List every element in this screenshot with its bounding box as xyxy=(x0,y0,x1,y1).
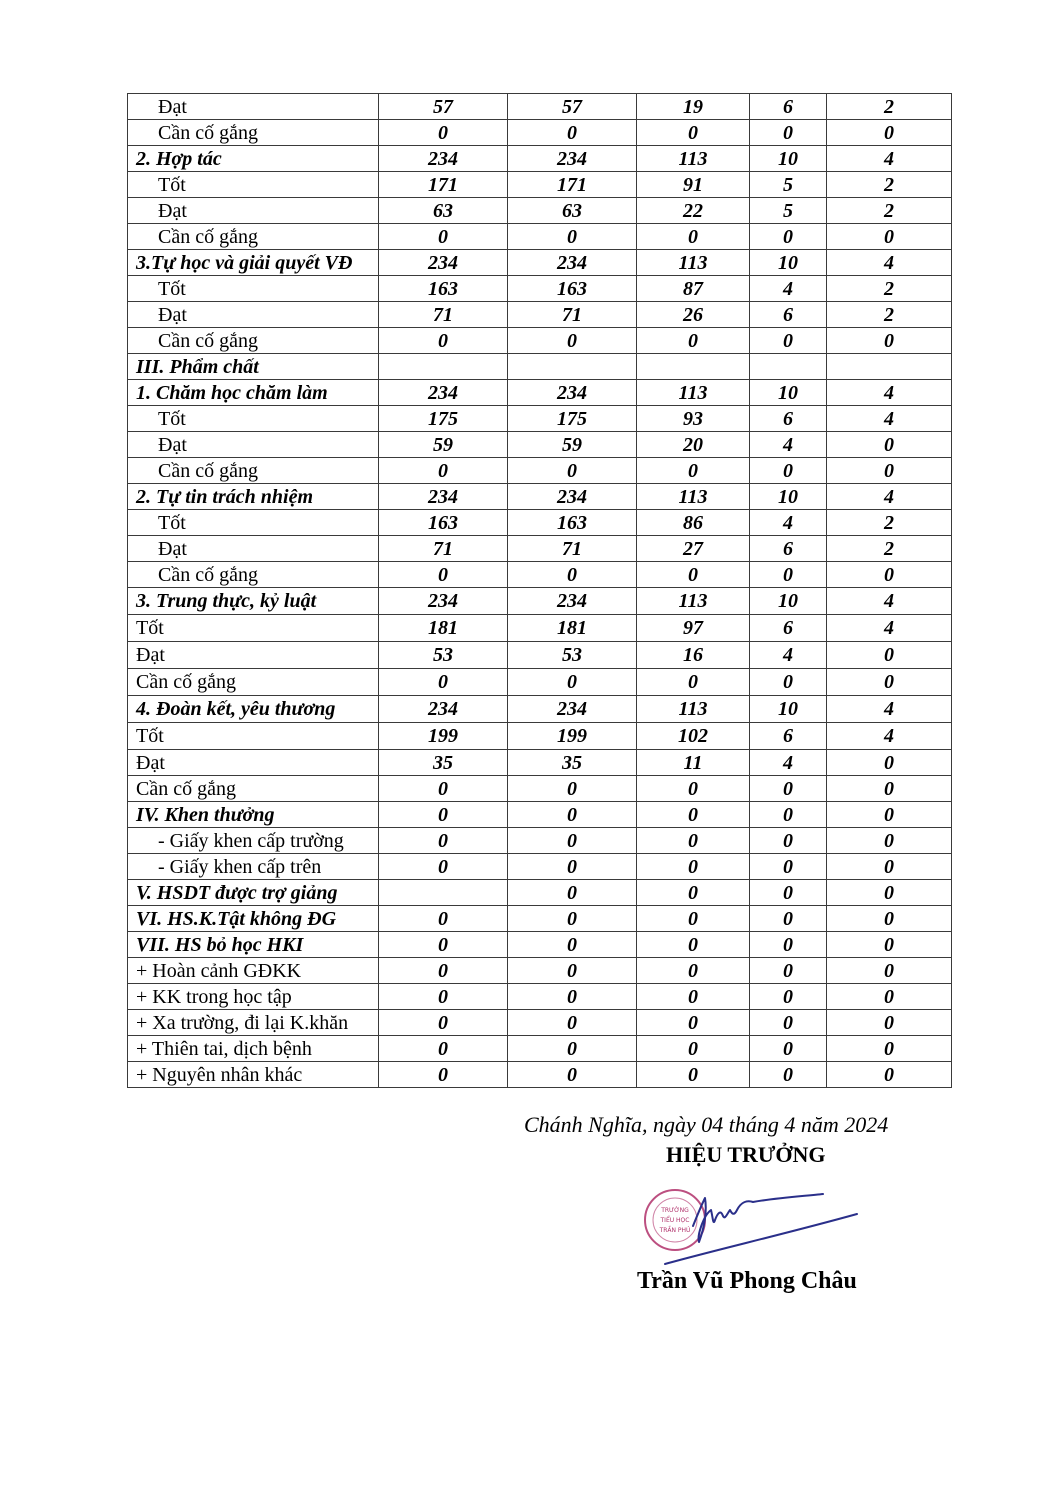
row-label: Cần cố gắng xyxy=(128,562,379,588)
value-cell-col-3: 26 xyxy=(637,302,750,328)
value-cell-col-4: 10 xyxy=(750,588,827,615)
value-cell-col-5 xyxy=(827,354,952,380)
value-cell-col-1: 0 xyxy=(379,802,508,828)
value-cell-col-4: 0 xyxy=(750,120,827,146)
value-cell-col-1: 0 xyxy=(379,958,508,984)
value-cell-col-3: 102 xyxy=(637,723,750,750)
value-cell-col-3: 0 xyxy=(637,880,750,906)
row-label: Cần cố gắng xyxy=(128,328,379,354)
row-label: Cần cố gắng xyxy=(128,669,379,696)
table-row xyxy=(128,354,952,380)
value-cell-col-1: 63 xyxy=(379,198,508,224)
row-label: + Nguyên nhân khác xyxy=(128,1062,379,1088)
row-label: Tốt xyxy=(128,406,379,432)
value-cell-col-5: 0 xyxy=(827,906,952,932)
value-cell-col-5: 4 xyxy=(827,406,952,432)
value-cell-col-2: 0 xyxy=(508,669,637,696)
value-cell-col-1: 0 xyxy=(379,828,508,854)
value-cell-col-4: 4 xyxy=(750,750,827,776)
row-label: + Thiên tai, dịch bệnh xyxy=(128,1036,379,1062)
value-cell-col-5: 4 xyxy=(827,250,952,276)
value-cell-col-1: 0 xyxy=(379,776,508,802)
value-cell-col-5: 2 xyxy=(827,198,952,224)
value-cell-col-3: 0 xyxy=(637,932,750,958)
table-row xyxy=(128,1036,952,1062)
value-cell-col-4: 10 xyxy=(750,380,827,406)
value-cell-col-1: 59 xyxy=(379,432,508,458)
table-row xyxy=(128,198,952,224)
value-cell-col-4: 0 xyxy=(750,224,827,250)
value-cell-col-1: 199 xyxy=(379,723,508,750)
value-cell-col-3: 113 xyxy=(637,146,750,172)
value-cell-col-1: 35 xyxy=(379,750,508,776)
value-cell-col-5: 2 xyxy=(827,276,952,302)
table-row xyxy=(128,510,952,536)
table-row xyxy=(128,562,952,588)
row-label: Tốt xyxy=(128,276,379,302)
value-cell-col-3: 97 xyxy=(637,615,750,642)
table-row xyxy=(128,776,952,802)
value-cell-col-5: 4 xyxy=(827,723,952,750)
value-cell-col-5: 2 xyxy=(827,94,952,120)
row-label: Cần cố gắng xyxy=(128,224,379,250)
value-cell-col-2: 0 xyxy=(508,458,637,484)
row-label: 3.Tự học và giải quyết VĐ xyxy=(128,250,379,276)
value-cell-col-2: 0 xyxy=(508,328,637,354)
value-cell-col-3: 0 xyxy=(637,906,750,932)
table-row xyxy=(128,536,952,562)
value-cell-col-4: 0 xyxy=(750,906,827,932)
value-cell-col-3: 16 xyxy=(637,642,750,669)
value-cell-col-4: 10 xyxy=(750,484,827,510)
row-label: Tốt xyxy=(128,615,379,642)
table-row xyxy=(128,406,952,432)
value-cell-col-3: 93 xyxy=(637,406,750,432)
value-cell-col-1: 0 xyxy=(379,669,508,696)
value-cell-col-4: 10 xyxy=(750,250,827,276)
value-cell-col-4: 6 xyxy=(750,723,827,750)
value-cell-col-2: 0 xyxy=(508,854,637,880)
row-label: Đạt xyxy=(128,198,379,224)
value-cell-col-3: 0 xyxy=(637,224,750,250)
value-cell-col-1: 53 xyxy=(379,642,508,669)
table-row xyxy=(128,642,952,669)
row-label: Cần cố gắng xyxy=(128,120,379,146)
value-cell-col-4: 6 xyxy=(750,615,827,642)
value-cell-col-1: 163 xyxy=(379,510,508,536)
value-cell-col-1: 71 xyxy=(379,536,508,562)
row-label: III. Phẩm chất xyxy=(128,354,379,380)
value-cell-col-3: 86 xyxy=(637,510,750,536)
row-label: Đạt xyxy=(128,536,379,562)
value-cell-col-2: 0 xyxy=(508,958,637,984)
value-cell-col-5: 0 xyxy=(827,854,952,880)
value-cell-col-3: 0 xyxy=(637,958,750,984)
value-cell-col-4: 5 xyxy=(750,172,827,198)
value-cell-col-3: 0 xyxy=(637,776,750,802)
value-cell-col-1: 163 xyxy=(379,276,508,302)
value-cell-col-3: 0 xyxy=(637,120,750,146)
value-cell-col-4: 6 xyxy=(750,302,827,328)
value-cell-col-3: 22 xyxy=(637,198,750,224)
table-row xyxy=(128,1010,952,1036)
value-cell-col-1: 0 xyxy=(379,932,508,958)
value-cell-col-1: 0 xyxy=(379,224,508,250)
signer-role: HIỆU TRƯỞNG xyxy=(666,1142,826,1167)
value-cell-col-2: 181 xyxy=(508,615,637,642)
value-cell-col-3: 11 xyxy=(637,750,750,776)
value-cell-col-4: 0 xyxy=(750,854,827,880)
value-cell-col-1: 181 xyxy=(379,615,508,642)
value-cell-col-1: 0 xyxy=(379,854,508,880)
value-cell-col-5: 0 xyxy=(827,984,952,1010)
value-cell-col-2: 0 xyxy=(508,906,637,932)
place-date-line: Chánh Nghĩa, ngày 04 tháng 4 năm 2024 xyxy=(524,1112,889,1137)
table-row xyxy=(128,615,952,642)
value-cell-col-1: 234 xyxy=(379,380,508,406)
value-cell-col-4: 0 xyxy=(750,932,827,958)
value-cell-col-5: 2 xyxy=(827,510,952,536)
value-cell-col-2: 234 xyxy=(508,250,637,276)
table-row xyxy=(128,224,952,250)
value-cell-col-4 xyxy=(750,354,827,380)
value-cell-col-3: 0 xyxy=(637,562,750,588)
table-row xyxy=(128,328,952,354)
value-cell-col-5: 2 xyxy=(827,172,952,198)
value-cell-col-5: 2 xyxy=(827,302,952,328)
row-label: 1. Chăm học chăm làm xyxy=(128,380,379,406)
value-cell-col-5: 0 xyxy=(827,328,952,354)
row-label: - Giấy khen cấp trên xyxy=(128,854,379,880)
value-cell-col-2: 234 xyxy=(508,380,637,406)
value-cell-col-4: 0 xyxy=(750,776,827,802)
table-row xyxy=(128,588,952,615)
value-cell-col-4: 0 xyxy=(750,1010,827,1036)
row-label: Đạt xyxy=(128,302,379,328)
value-cell-col-4: 0 xyxy=(750,458,827,484)
value-cell-col-3: 0 xyxy=(637,854,750,880)
row-label: 3. Trung thực, kỷ luật xyxy=(128,588,379,615)
value-cell-col-4: 0 xyxy=(750,802,827,828)
table-row xyxy=(128,854,952,880)
stamp-text-line-1: TRƯỜNG xyxy=(661,1207,689,1214)
row-label: V. HSDT được trợ giảng xyxy=(128,880,379,906)
value-cell-col-2: 35 xyxy=(508,750,637,776)
stamp-text-line-3: TRẦN PHÚ xyxy=(659,1227,691,1234)
value-cell-col-5: 0 xyxy=(827,958,952,984)
value-cell-col-3: 0 xyxy=(637,458,750,484)
value-cell-col-1 xyxy=(379,354,508,380)
value-cell-col-5: 0 xyxy=(827,458,952,484)
table-row xyxy=(128,1062,952,1088)
value-cell-col-2: 53 xyxy=(508,642,637,669)
value-cell-col-4: 6 xyxy=(750,406,827,432)
value-cell-col-2: 0 xyxy=(508,776,637,802)
value-cell-col-5: 0 xyxy=(827,932,952,958)
table-row xyxy=(128,906,952,932)
value-cell-col-3: 0 xyxy=(637,1010,750,1036)
value-cell-col-2: 0 xyxy=(508,1062,637,1088)
value-cell-col-2: 0 xyxy=(508,562,637,588)
value-cell-col-2: 0 xyxy=(508,880,637,906)
value-cell-col-1: 234 xyxy=(379,146,508,172)
table-row xyxy=(128,94,952,120)
row-label: VII. HS bỏ học HKI xyxy=(128,932,379,958)
value-cell-col-1: 0 xyxy=(379,984,508,1010)
table-row xyxy=(128,172,952,198)
row-label: Đạt xyxy=(128,750,379,776)
value-cell-col-2: 234 xyxy=(508,484,637,510)
row-label: 4. Đoàn kết, yêu thương xyxy=(128,696,379,723)
row-label: 2. Hợp tác xyxy=(128,146,379,172)
value-cell-col-2: 0 xyxy=(508,224,637,250)
value-cell-col-1: 234 xyxy=(379,484,508,510)
value-cell-col-1: 175 xyxy=(379,406,508,432)
value-cell-col-2: 59 xyxy=(508,432,637,458)
value-cell-col-3: 0 xyxy=(637,984,750,1010)
value-cell-col-4: 4 xyxy=(750,510,827,536)
value-cell-col-5: 0 xyxy=(827,1010,952,1036)
value-cell-col-5: 0 xyxy=(827,828,952,854)
row-label: Đạt xyxy=(128,94,379,120)
value-cell-col-2: 199 xyxy=(508,723,637,750)
value-cell-col-1: 234 xyxy=(379,588,508,615)
value-cell-col-5: 0 xyxy=(827,120,952,146)
row-label: + KK trong học tập xyxy=(128,984,379,1010)
value-cell-col-4: 10 xyxy=(750,696,827,723)
table-row xyxy=(128,802,952,828)
value-cell-col-5: 0 xyxy=(827,1062,952,1088)
row-label: 2. Tự tin trách nhiệm xyxy=(128,484,379,510)
row-label: Tốt xyxy=(128,723,379,750)
value-cell-col-2: 175 xyxy=(508,406,637,432)
value-cell-col-4: 5 xyxy=(750,198,827,224)
row-label: Cần cố gắng xyxy=(128,776,379,802)
value-cell-col-2: 0 xyxy=(508,120,637,146)
statistics-table xyxy=(127,93,952,1088)
value-cell-col-4: 0 xyxy=(750,984,827,1010)
statistics-table-body xyxy=(128,94,952,1088)
value-cell-col-3: 20 xyxy=(637,432,750,458)
row-label: Tốt xyxy=(128,172,379,198)
value-cell-col-2: 0 xyxy=(508,984,637,1010)
row-label: Đạt xyxy=(128,432,379,458)
row-label: - Giấy khen cấp trường xyxy=(128,828,379,854)
handwritten-signature xyxy=(665,1194,857,1264)
value-cell-col-5: 0 xyxy=(827,562,952,588)
row-label: + Hoàn cảnh GĐKK xyxy=(128,958,379,984)
value-cell-col-3: 19 xyxy=(637,94,750,120)
value-cell-col-5: 0 xyxy=(827,642,952,669)
value-cell-col-3 xyxy=(637,354,750,380)
value-cell-col-4: 0 xyxy=(750,880,827,906)
value-cell-col-3: 113 xyxy=(637,588,750,615)
value-cell-col-5: 0 xyxy=(827,1036,952,1062)
value-cell-col-1: 234 xyxy=(379,250,508,276)
value-cell-col-1: 171 xyxy=(379,172,508,198)
value-cell-col-4: 0 xyxy=(750,669,827,696)
value-cell-col-2: 71 xyxy=(508,536,637,562)
value-cell-col-1: 0 xyxy=(379,328,508,354)
value-cell-col-5: 4 xyxy=(827,615,952,642)
value-cell-col-4: 10 xyxy=(750,146,827,172)
table-row xyxy=(128,984,952,1010)
value-cell-col-5: 2 xyxy=(827,536,952,562)
table-row xyxy=(128,380,952,406)
value-cell-col-4: 4 xyxy=(750,276,827,302)
value-cell-col-4: 0 xyxy=(750,562,827,588)
value-cell-col-3: 113 xyxy=(637,484,750,510)
value-cell-col-1: 0 xyxy=(379,906,508,932)
value-cell-col-5: 0 xyxy=(827,750,952,776)
value-cell-col-5: 0 xyxy=(827,669,952,696)
signer-name: Trần Vũ Phong Châu xyxy=(637,1268,857,1294)
table-row xyxy=(128,458,952,484)
value-cell-col-3: 0 xyxy=(637,1036,750,1062)
value-cell-col-2: 57 xyxy=(508,94,637,120)
value-cell-col-4: 6 xyxy=(750,536,827,562)
value-cell-col-3: 113 xyxy=(637,380,750,406)
row-label: + Xa trường, đi lại K.khăn xyxy=(128,1010,379,1036)
value-cell-col-2: 0 xyxy=(508,1036,637,1062)
value-cell-col-1: 57 xyxy=(379,94,508,120)
value-cell-col-2: 234 xyxy=(508,588,637,615)
table-row xyxy=(128,120,952,146)
value-cell-col-4: 4 xyxy=(750,642,827,669)
value-cell-col-3: 113 xyxy=(637,250,750,276)
table-row xyxy=(128,302,952,328)
table-row xyxy=(128,723,952,750)
table-row xyxy=(128,250,952,276)
value-cell-col-3: 0 xyxy=(637,328,750,354)
value-cell-col-4: 0 xyxy=(750,1062,827,1088)
value-cell-col-5: 4 xyxy=(827,146,952,172)
value-cell-col-1: 234 xyxy=(379,696,508,723)
value-cell-col-1: 0 xyxy=(379,562,508,588)
value-cell-col-5: 0 xyxy=(827,776,952,802)
value-cell-col-2: 171 xyxy=(508,172,637,198)
value-cell-col-5: 0 xyxy=(827,880,952,906)
value-cell-col-5: 4 xyxy=(827,696,952,723)
value-cell-col-3: 0 xyxy=(637,669,750,696)
value-cell-col-2: 0 xyxy=(508,828,637,854)
value-cell-col-2: 0 xyxy=(508,802,637,828)
value-cell-col-3: 0 xyxy=(637,828,750,854)
value-cell-col-3: 27 xyxy=(637,536,750,562)
value-cell-col-3: 87 xyxy=(637,276,750,302)
row-label: VI. HS.K.Tật không ĐG xyxy=(128,906,379,932)
row-label: IV. Khen thưởng xyxy=(128,802,379,828)
value-cell-col-4: 0 xyxy=(750,1036,827,1062)
value-cell-col-2: 71 xyxy=(508,302,637,328)
table-row xyxy=(128,146,952,172)
value-cell-col-2: 163 xyxy=(508,276,637,302)
table-row xyxy=(128,750,952,776)
row-label: Tốt xyxy=(128,510,379,536)
table-row xyxy=(128,828,952,854)
value-cell-col-2: 0 xyxy=(508,1010,637,1036)
table-row xyxy=(128,696,952,723)
stamp-text-line-2: TIỂU HỌC xyxy=(660,1217,690,1224)
value-cell-col-2: 234 xyxy=(508,146,637,172)
row-label: Đạt xyxy=(128,642,379,669)
value-cell-col-2 xyxy=(508,354,637,380)
value-cell-col-5: 0 xyxy=(827,224,952,250)
value-cell-col-1: 0 xyxy=(379,1062,508,1088)
value-cell-col-1: 0 xyxy=(379,1036,508,1062)
value-cell-col-3: 91 xyxy=(637,172,750,198)
value-cell-col-3: 0 xyxy=(637,1062,750,1088)
value-cell-col-5: 0 xyxy=(827,432,952,458)
value-cell-col-2: 163 xyxy=(508,510,637,536)
table-row xyxy=(128,276,952,302)
value-cell-col-4: 0 xyxy=(750,328,827,354)
value-cell-col-1: 71 xyxy=(379,302,508,328)
value-cell-col-3: 0 xyxy=(637,802,750,828)
table-row xyxy=(128,669,952,696)
value-cell-col-5: 4 xyxy=(827,484,952,510)
table-row xyxy=(128,932,952,958)
value-cell-col-3: 113 xyxy=(637,696,750,723)
value-cell-col-4: 0 xyxy=(750,958,827,984)
row-label: Cần cố gắng xyxy=(128,458,379,484)
value-cell-col-2: 63 xyxy=(508,198,637,224)
value-cell-col-2: 234 xyxy=(508,696,637,723)
value-cell-col-5: 4 xyxy=(827,380,952,406)
value-cell-col-5: 0 xyxy=(827,802,952,828)
value-cell-col-1: 0 xyxy=(379,1010,508,1036)
table-row xyxy=(128,880,952,906)
value-cell-col-2: 0 xyxy=(508,932,637,958)
value-cell-col-1 xyxy=(379,880,508,906)
value-cell-col-5: 4 xyxy=(827,588,952,615)
value-cell-col-1: 0 xyxy=(379,458,508,484)
table-row xyxy=(128,432,952,458)
value-cell-col-1: 0 xyxy=(379,120,508,146)
value-cell-col-4: 0 xyxy=(750,828,827,854)
value-cell-col-4: 4 xyxy=(750,432,827,458)
table-row xyxy=(128,958,952,984)
table-row xyxy=(128,484,952,510)
value-cell-col-4: 6 xyxy=(750,94,827,120)
